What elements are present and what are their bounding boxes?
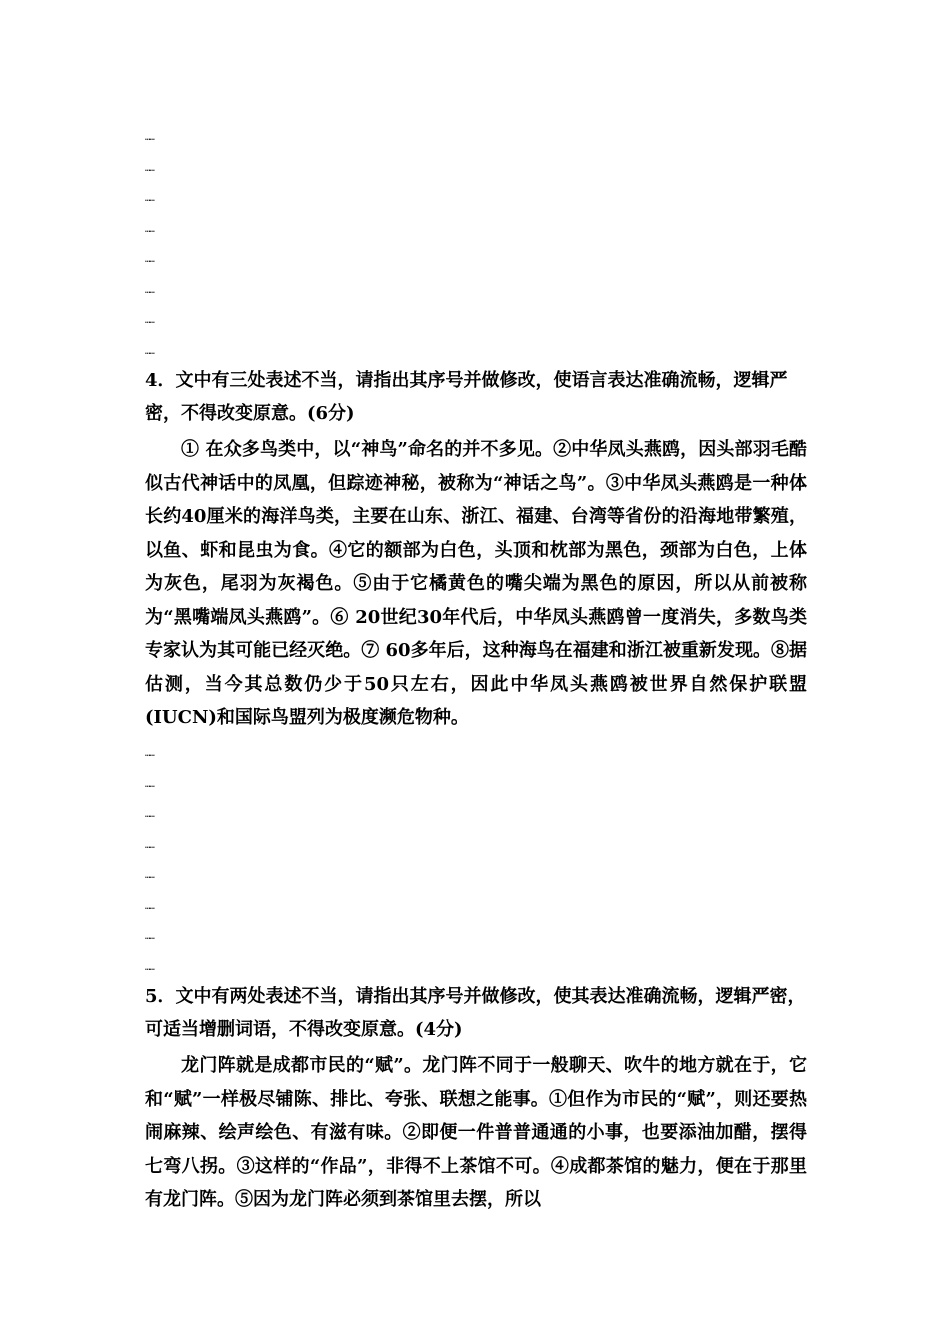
answer-line: …… bbox=[145, 749, 154, 759]
answer-line: …… bbox=[145, 133, 154, 143]
question-4-prompt: 4．文中有三处表述不当，请指出其序号并做修改，使语言表达准确流畅，逻辑严密，不得改变原意。(6分) bbox=[145, 370, 788, 424]
answer-line: …… bbox=[145, 316, 154, 326]
answer-line: …… bbox=[145, 963, 154, 973]
answer-line: …… bbox=[145, 164, 154, 174]
answer-line: …… bbox=[145, 902, 154, 912]
answer-line: …… bbox=[145, 347, 154, 357]
answer-line: …… bbox=[145, 286, 154, 296]
answer-line: …… bbox=[145, 225, 154, 235]
answer-line: …… bbox=[145, 841, 154, 851]
answer-line: …… bbox=[145, 780, 154, 790]
answer-line: …… bbox=[145, 810, 154, 820]
question-5-prompt: 5．文中有两处表述不当，请指出其序号并做修改，使其表达准确流畅，逻辑严密，可适当增删词语，不得改变原意。(4分) bbox=[145, 986, 806, 1040]
answer-line: …… bbox=[145, 932, 154, 942]
answer-line: …… bbox=[145, 194, 154, 204]
question-4-passage: ① 在众多鸟类中，以“神鸟”命名的并不多见。②中华凤头燕鸥，因头部羽毛酷似古代神话中的凤凰，但踪迹神秘，被称为“神话之鸟”。③中华凤头燕鸥是一种体长约40厘米的海洋鸟类，主要在山东、浙江、福建、台湾等省份的沿海地带繁殖，以鱼、虾和昆虫为食。④它的额部为白色，头顶和枕部为黑色，颈部为白色，上体为灰色，尾羽为灰褐色。⑤由于它橘黄色的嘴尖端为黑色的原因，所以从前被称为“黑嘴端凤头燕鸥”。⑥ 20世纪30年代后，中华凤头燕鸥曾一度消失，多数鸟类专家认为其可能已经灭绝。⑦ 60多年后，这种海鸟在福建和浙江被重新发现。⑧据估测，当今其总数仍少于50只左右，因此中华凤头燕鸥被世界自然保护联盟(IUCN)和国际鸟盟列为极度濒危物种。 bbox=[145, 439, 807, 728]
answer-line: …… bbox=[145, 871, 154, 881]
question-5-passage: 龙门阵就是成都市民的“赋”。龙门阵不同于一般聊天、吹牛的地方就在于，它和“赋”一样极尽铺陈、排比、夸张、联想之能事。①但作为市民的“赋”，则还要热闹麻辣、绘声绘色、有滋有味。②即便一件普普通通的小事，也要添油加醋，摆得七弯八拐。③这样的“作品”，非得不上茶馆不可。④成都茶馆的魅力，便在于那里有龙门阵。⑤因为龙门阵必须到茶馆里去摆，所以 bbox=[145, 1055, 807, 1210]
answer-line: …… bbox=[145, 255, 154, 265]
